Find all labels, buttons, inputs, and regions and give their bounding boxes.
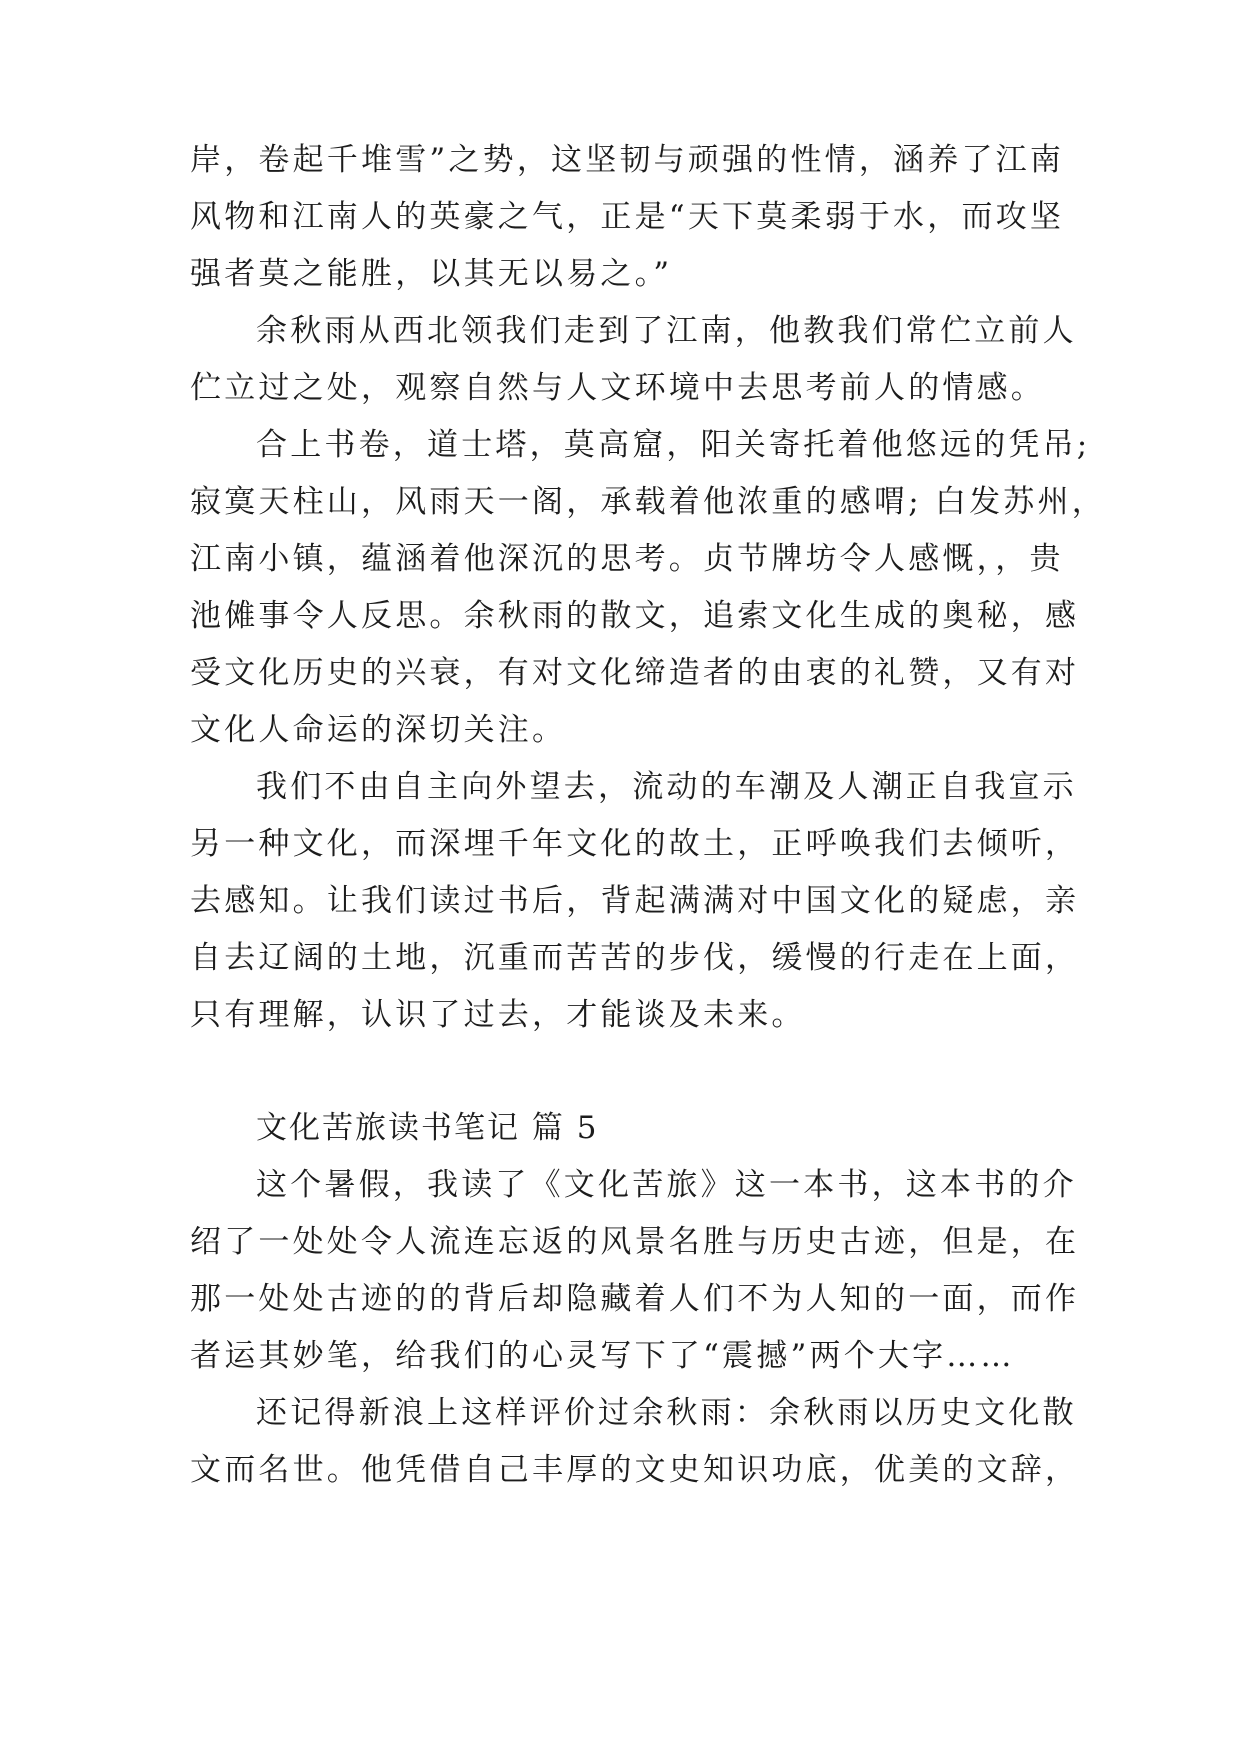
paragraph-line: 余秋雨从西北领我们走到了江南，他教我们常伫立前人	[256, 313, 1077, 349]
paragraph-line: 只有理解，认识了过去，才能谈及未来。	[190, 997, 806, 1033]
paragraph-line: 江南小镇，蕴涵着他深沉的思考。贞节牌坊令人感慨，，贵	[190, 541, 1064, 577]
paragraph-line: 伫立过之处，观察自然与人文环境中去思考前人的情感。	[190, 370, 1045, 406]
paragraph-line: 去感知。让我们读过书后，背起满满对中国文化的疑虑，亲	[190, 883, 1080, 919]
paragraph-line: 合上书卷，道士塔，莫高窟，阳关寄托着他悠远的凭吊;	[256, 427, 1091, 463]
paragraph-line: 还记得新浪上这样评价过余秋雨：余秋雨以历史文化散	[256, 1395, 1077, 1431]
paragraph-line: 强者莫之能胜，以其无以易之。”	[190, 256, 673, 292]
paragraph-line: 风物和江南人的英豪之气，正是“天下莫柔弱于水，而攻坚	[190, 199, 1065, 235]
paragraph-line: 另一种文化，而深埋千年文化的故土，正呼唤我们去倾听，	[190, 826, 1080, 862]
paragraph-line: 文而名世。他凭借自己丰厚的文史知识功底，优美的文辞，	[190, 1452, 1080, 1488]
paragraph-line: 受文化历史的兴衰，有对文化缔造者的由衷的礼赞，又有对	[190, 655, 1080, 691]
paragraph-line: 我们不由自主向外望去，流动的车潮及人潮正自我宣示	[256, 769, 1077, 805]
paragraph-line: 文化人命运的深切关注。	[190, 712, 567, 748]
paragraph-line: 自去辽阔的土地，沉重而苦苦的步伐，缓慢的行走在上面，	[190, 940, 1080, 976]
paragraph-line: 池傩事令人反思。余秋雨的散文，追索文化生成的奥秘，感	[190, 598, 1080, 634]
paragraph-line: 者运其妙笔，给我们的心灵写下了“震撼”两个大字……	[190, 1338, 1015, 1374]
paragraph-line: 那一处处古迹的的背后却隐藏着人们不为人知的一面，而作	[190, 1281, 1080, 1317]
paragraph-line: 这个暑假，我读了《文化苦旅》这一本书，这本书的介	[256, 1167, 1077, 1203]
paragraph-line: 岸，卷起千堆雪”之势，这坚韧与顽强的性情，涵养了江南	[190, 142, 1065, 178]
paragraph-line: 绍了一处处令人流连忘返的风景名胜与历史古迹，但是，在	[190, 1224, 1080, 1260]
section-heading: 文化苦旅读书笔记 篇 5	[256, 1110, 599, 1146]
paragraph-line: 寂寞天柱山，风雨天一阁，承载着他浓重的感喟; 白发苏州，	[190, 484, 1106, 520]
